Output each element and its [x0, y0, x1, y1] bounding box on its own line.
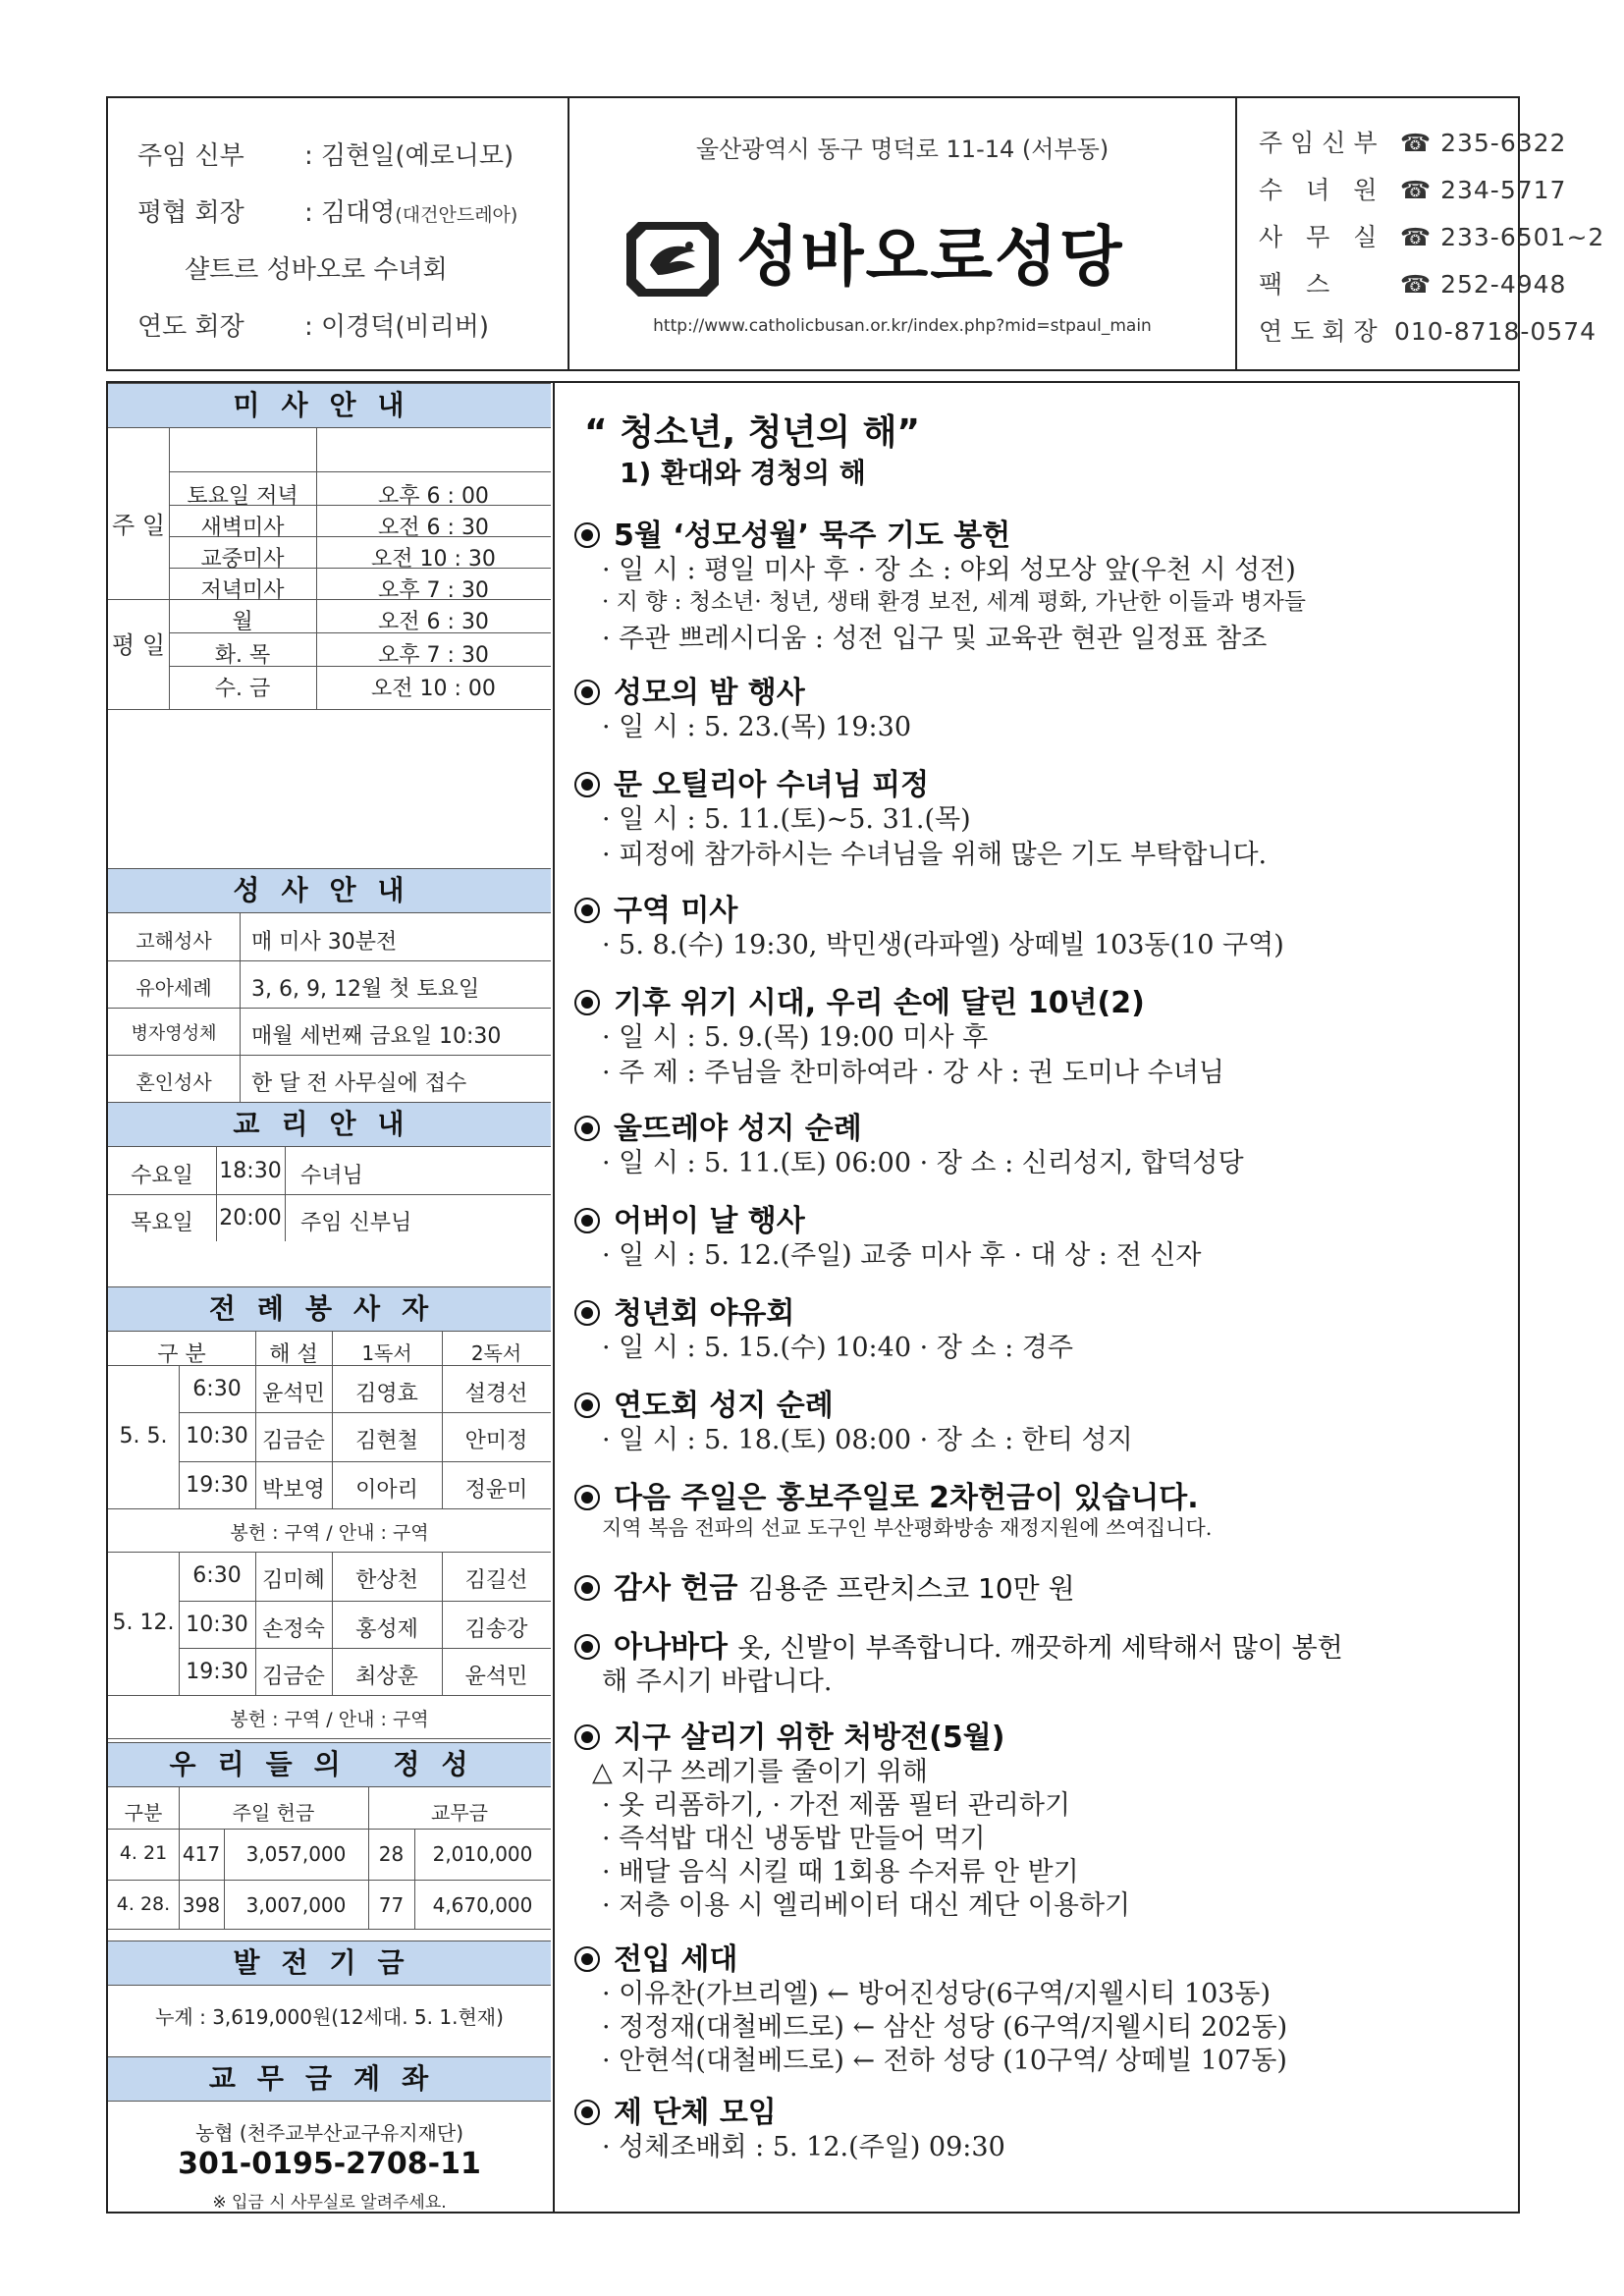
- sunday-label: 주 일: [112, 512, 165, 539]
- bullet-icon: [574, 1946, 600, 1972]
- item-line: · 일 시 : 5. 18.(토) 08:00 · 장 소 : 한티 성지: [602, 1425, 1133, 1455]
- item-title: 감사 헌금 김용준 프란치스코 10만 원: [574, 1563, 1075, 1607]
- item-title: 울뜨레야 성지 순례: [574, 1104, 862, 1147]
- contact-row: 주임신부 ☎ 235-6322: [1259, 129, 1567, 157]
- offering-amount: 3,057,000: [245, 1842, 347, 1866]
- item-line: · 즉석밥 대신 냉동밥 만들어 먹기: [602, 1824, 986, 1854]
- offering-amount: 3,007,000: [245, 1893, 347, 1917]
- item-title: 전입 세대: [574, 1935, 737, 1978]
- mass-heading: 미사안내: [108, 383, 551, 428]
- servers-col-header: 해 설: [269, 1342, 318, 1367]
- offering-count: 77: [378, 1893, 405, 1917]
- catechism-time: 20:00: [219, 1206, 282, 1230]
- item-line: · 일 시 : 5. 23.(목) 19:30: [602, 712, 911, 742]
- item-title: 아나바다 옷, 신발이 부족합니다. 깨끗하게 세탁해서 많이 봉헌: [574, 1622, 1343, 1666]
- sacrament-value: 매 미사 30분전: [251, 930, 398, 955]
- offering-amount: 2,010,000: [432, 1842, 533, 1866]
- server-name: 김현철: [355, 1429, 418, 1453]
- item-title: 구역 미사: [574, 886, 737, 929]
- item-line: · 옷 리폼하기, · 가전 제품 필터 관리하기: [602, 1790, 1071, 1821]
- server-name: 정윤미: [464, 1478, 528, 1503]
- item-line: · 일 시 : 5. 11.(토)~5. 31.(목): [602, 804, 971, 835]
- catechism-day: 수요일: [131, 1164, 193, 1188]
- server-name: 홍성제: [355, 1617, 418, 1642]
- servers-date: 5. 12.: [112, 1611, 175, 1635]
- item-line: · 안현석(대철베드로) ← 전하 성당 (10구역/ 상떼빌 107동): [602, 2046, 1287, 2076]
- server-name: 김송강: [464, 1617, 528, 1642]
- server-name: 김영효: [355, 1382, 418, 1406]
- bullet-icon: [574, 522, 600, 548]
- offering-col-header: 교무금: [431, 1801, 488, 1825]
- account-bank: 농협 (천주교부산교구유지재단): [194, 2121, 464, 2145]
- sacrament-value: 한 달 전 사무실에 접수: [251, 1071, 467, 1096]
- item-line: · 주 제 : 주님을 찬미하여라 · 강 사 : 권 도미나 수녀님: [602, 1058, 1224, 1088]
- item-title: 성모의 밤 행사: [574, 668, 805, 711]
- offering-count: 417: [182, 1842, 221, 1866]
- item-line: · 일 시 : 평일 미사 후 · 장 소 : 야외 성모상 앞(우천 시 성전): [602, 555, 1296, 585]
- mass-time: 오후 7 : 30: [378, 643, 489, 668]
- offering-count: 398: [182, 1893, 221, 1917]
- item-line: · 지 향 : 청소년· 청년, 생태 환경 보전, 세계 평화, 가난한 이들과 병자들: [602, 589, 1307, 615]
- bullet-icon: [574, 680, 600, 705]
- item-line: · 5. 8.(수) 19:30, 박민생(라파엘) 상떼빌 103동(10 구역): [602, 930, 1284, 960]
- bullet-icon: [574, 772, 600, 797]
- item-line: 해 주시기 바랍니다.: [602, 1667, 833, 1697]
- item-title: 다음 주일은 홍보주일로 2차헌금이 있습니다.: [574, 1473, 1199, 1516]
- servers-footer: 봉헌 : 구역 / 안내 : 구역: [230, 1709, 429, 1730]
- server-name: 박보영: [262, 1478, 325, 1503]
- servers-col-header: 2독서: [470, 1341, 522, 1365]
- servers-time: 6:30: [192, 1377, 242, 1401]
- mass-name: 저녁미사: [200, 578, 285, 603]
- item-title: 5월 ‘성모성월’ 묵주 기도 봉헌: [574, 511, 1010, 554]
- bulletin-body: [106, 381, 1520, 2214]
- sidebar: [108, 383, 555, 2212]
- contact-row: 사 무 실 ☎ 233-6501~2: [1259, 223, 1605, 251]
- bullet-icon: [574, 1485, 600, 1510]
- catechism-who: 수녀님: [300, 1164, 363, 1188]
- mass-time: 오전 6 : 30: [378, 610, 489, 634]
- church-name: 성바오로성당: [736, 219, 1124, 295]
- church-box: [569, 98, 1237, 369]
- bullet-icon: [574, 1116, 600, 1141]
- servers-time: 19:30: [186, 1660, 248, 1684]
- bulletin-header: [106, 96, 1605, 371]
- item-title: 지구 살리기 위한 처방전(5월): [574, 1713, 1004, 1756]
- offering-date: 4. 28.: [116, 1893, 171, 1915]
- bullet-icon: [574, 1393, 600, 1418]
- account-number: 301-0195-2708-11: [178, 2147, 481, 2181]
- server-name: 설경선: [464, 1382, 528, 1406]
- sisters-row: 샬트르 성바오로 수녀회: [185, 255, 448, 285]
- server-name: 윤석민: [464, 1665, 528, 1689]
- bullet-icon: [574, 990, 600, 1015]
- church-url[interactable]: http://www.catholicbusan.or.kr/index.php?mid=stpaul_main: [653, 316, 1152, 336]
- offering-count: 28: [378, 1842, 405, 1866]
- item-line: · 저층 이용 시 엘리베이터 대신 계단 이용하기: [602, 1890, 1131, 1921]
- account-note: ※ 입금 시 사무실로 알려주세요.: [212, 2193, 447, 2213]
- sacrament-value: 매월 세번째 금요일 10:30: [251, 1024, 502, 1049]
- server-name: 김금순: [262, 1429, 325, 1453]
- bullet-icon: [574, 1208, 600, 1233]
- catechism-day: 목요일: [131, 1211, 193, 1235]
- bullet-icon: [574, 898, 600, 923]
- mass-name: 토요일 저녁: [187, 484, 298, 509]
- server-name: 윤석민: [262, 1382, 325, 1406]
- mass-time: 오후 6 : 00: [378, 484, 489, 509]
- offering-amount: 4,670,000: [432, 1893, 533, 1917]
- item-line: · 주관 쁘레시디움 : 성전 입구 및 교육관 현관 일정표 참조: [602, 624, 1268, 654]
- item-title: 제 단체 모임: [574, 2088, 777, 2131]
- account-heading: 교무금계좌: [108, 2056, 551, 2102]
- theme-subtitle: 1) 환대와 경청의 해: [620, 457, 866, 489]
- item-line: · 이유찬(가브리엘) ← 방어진성당(6구역/지웰시티 103동): [602, 1979, 1272, 2009]
- prayer-row: 연도 회장 : 이경덕(비리버): [137, 312, 490, 342]
- church-address: 울산광역시 동구 명덕로 11-14 (서부동): [695, 136, 1110, 163]
- theme-title: “ 청소년, 청년의 해”: [584, 412, 921, 453]
- contact-row: 연도회장 010-8718-0574: [1259, 317, 1597, 346]
- weekday-label: 평 일: [112, 631, 165, 659]
- sacrament-name: 병자영성체: [131, 1023, 217, 1044]
- mass-time: 오전 10 : 00: [371, 677, 496, 701]
- offering-col-header: 주일 헌금: [232, 1801, 315, 1825]
- servers-date: 5. 5.: [119, 1424, 168, 1449]
- servers-time: 6:30: [192, 1563, 242, 1588]
- sacrament-name: 유아세례: [135, 976, 212, 1000]
- item-title: 청년회 야유회: [574, 1288, 794, 1332]
- servers-col-header: 1독서: [361, 1341, 412, 1365]
- contact-row: 팩 스 ☎ 252-4948: [1259, 270, 1567, 299]
- servers-col-header: 구 분: [157, 1342, 206, 1367]
- catechism-heading: 교리안내: [108, 1102, 551, 1147]
- server-name: 안미정: [464, 1429, 528, 1453]
- development-heading: 발전기금: [108, 1941, 551, 1986]
- item-line: · 성체조배회 : 5. 12.(주일) 09:30: [602, 2132, 1005, 2162]
- server-name: 김금순: [262, 1665, 325, 1689]
- sacrament-heading: 성사안내: [108, 868, 551, 913]
- servers-time: 10:30: [186, 1613, 248, 1637]
- item-line: · 일 시 : 5. 9.(목) 19:00 미사 후: [602, 1022, 989, 1053]
- offering-heading: 우리들의 정성: [108, 1742, 551, 1787]
- bullet-icon: [574, 1724, 600, 1750]
- mass-time: 오후 7 : 30: [378, 578, 489, 603]
- offering-date: 4. 21: [119, 1842, 168, 1864]
- bullet-icon: [574, 1300, 600, 1326]
- item-title: 연도회 성지 순례: [574, 1381, 834, 1424]
- announcements: [555, 383, 1518, 2212]
- catechism-who: 주임 신부님: [300, 1211, 412, 1235]
- server-name: 김길선: [464, 1568, 528, 1593]
- sacrament-name: 혼인성사: [135, 1070, 212, 1094]
- item-line: · 일 시 : 5. 12.(주일) 교중 미사 후 · 대 상 : 전 신자: [602, 1240, 1202, 1271]
- mass-time: 오전 10 : 30: [371, 547, 496, 572]
- item-line: · 일 시 : 5. 15.(수) 10:40 · 장 소 : 경주: [602, 1333, 1073, 1363]
- sacrament-name: 고해성사: [135, 929, 212, 953]
- council-row: 평협 회장 : 김대영(대건안드레아): [137, 198, 518, 228]
- sacrament-value: 3, 6, 9, 12월 첫 토요일: [251, 977, 480, 1002]
- item-line: · 배달 음식 시킬 때 1회용 수저류 안 받기: [602, 1857, 1079, 1887]
- catechism-time: 18:30: [219, 1159, 282, 1183]
- servers-heading: 전례봉사자: [108, 1286, 551, 1332]
- bullet-icon: [574, 1575, 600, 1601]
- mass-name: 수. 금: [214, 677, 271, 701]
- bullet-icon: [574, 1634, 600, 1660]
- server-name: 최상훈: [355, 1665, 418, 1689]
- development-total: 누계 : 3,619,000원(12세대. 5. 1.현재): [155, 2005, 504, 2029]
- item-title: 문 오틸리아 수녀님 피정: [574, 760, 929, 803]
- staff-box: [108, 98, 569, 369]
- item-line: · 정정재(대철베드로) ← 삼산 성당 (6구역/지웰시티 202동): [602, 2012, 1288, 2043]
- mass-name: 새벽미사: [200, 516, 285, 540]
- contact-box: [1237, 98, 1605, 369]
- item-line: △ 지구 쓰레기를 줄이기 위해: [592, 1757, 928, 1787]
- mass-name: 교중미사: [200, 547, 285, 572]
- server-name: 이아리: [355, 1478, 418, 1503]
- mass-name: 월: [232, 610, 253, 634]
- servers-footer: 봉헌 : 구역 / 안내 : 구역: [230, 1522, 429, 1544]
- item-title: 기후 위기 시대, 우리 손에 달린 10년(2): [574, 978, 1145, 1021]
- item-note: 지역 복음 전파의 선교 도구인 부산평화방송 재정지원에 쓰여집니다.: [602, 1516, 1213, 1540]
- servers-time: 19:30: [186, 1473, 248, 1498]
- server-name: 한상천: [355, 1568, 418, 1593]
- contact-row: 수 녀 원 ☎ 234-5717: [1259, 176, 1567, 204]
- mass-name: 화. 목: [214, 643, 271, 668]
- server-name: 김미혜: [262, 1568, 325, 1593]
- pastor-row: 주임 신부 : 김현일(예로니모): [137, 141, 514, 171]
- item-line: · 일 시 : 5. 11.(토) 06:00 · 장 소 : 신리성지, 합덕성당: [602, 1148, 1244, 1178]
- servers-time: 10:30: [186, 1424, 248, 1449]
- offering-col-header: 구분: [124, 1801, 163, 1825]
- bullet-icon: [574, 2100, 600, 2125]
- item-line: · 피정에 참가하시는 수녀님을 위해 많은 기도 부탁합니다.: [602, 840, 1268, 870]
- item-title: 어버이 날 행사: [574, 1196, 805, 1239]
- mass-time: 오전 6 : 30: [378, 516, 489, 540]
- server-name: 손정숙: [262, 1617, 325, 1642]
